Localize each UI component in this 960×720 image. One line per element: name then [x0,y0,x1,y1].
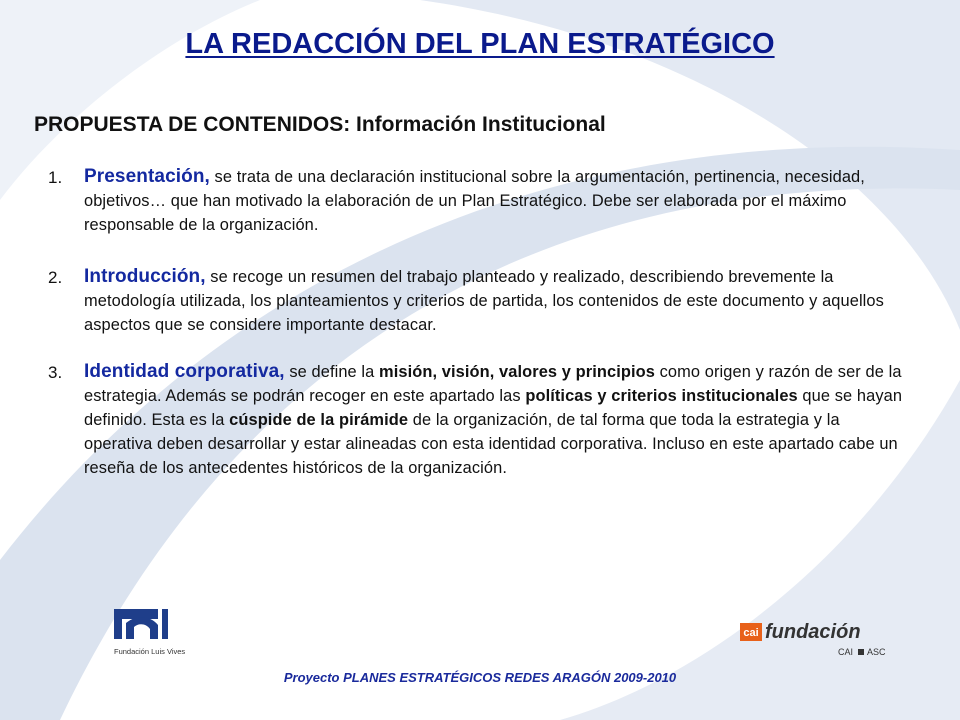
item-emphasis: políticas y criterios institucionales [525,387,798,405]
item-number: 1. [48,168,63,187]
item-number: 3. [48,363,63,382]
item-heading: Introducción, [84,266,206,287]
slide-subtitle: PROPUESTA DE CONTENIDOS: Información Institucional [34,113,606,136]
item-number: 2. [48,268,63,287]
svg-text:Fundación Luis Vives: Fundación Luis Vives [114,647,186,656]
svg-text:CAI: CAI [838,647,854,657]
item-text: que se hayan definido. Esta es la [84,387,903,429]
content-list [48,165,908,480]
item-text: se recoge un resumen del trabajo planteado y realizado, describiendo brevemente la metodología utilizada, los planteamientos y criterios de partida, los contenidos de este documento y aquellos aspectos que se considere importante destacar. [84,268,884,334]
luis-vives-logo [108,605,220,660]
fundacion-cai-asc-logo [740,620,888,660]
item-text: se define la [284,363,380,381]
item-text: como origen y razón de ser de la estrategia. Además se podrán recoger en este apartado las [84,363,902,405]
list-item-presentacion [48,165,908,237]
svg-text:fundación: fundación [765,621,861,643]
item-heading: Identidad corporativa, [84,361,285,382]
item-emphasis: cúspide de la pirámide [229,411,409,429]
footer-project-name: Proyecto PLANES ESTRATÉGICOS REDES ARAGÓN 2009-2010 [283,670,677,685]
list-item-identidad [48,360,908,480]
item-heading: Presentación, [84,166,210,187]
slide-title: LA REDACCIÓN DEL PLAN ESTRATÉGICO [185,28,775,60]
item-text: de la organización, de tal forma que toda la estrategia y la operativa deben desarrollar y estar alineadas con esta identidad corporativa. Incluso en este apartado cabe un reseña de los antecedentes históricos de la organización. [84,411,898,477]
svg-text:cai: cai [743,627,759,639]
item-text: se trata de una declaración institucional sobre la argumentación, pertinencia, necesidad, objetivos… que han motivado la elaboración de un Plan Estratégico. Debe ser elaborada por el máximo responsable de la organización. [84,168,865,234]
svg-text:ASC: ASC [867,647,886,657]
list-item-introduccion [48,265,908,337]
item-emphasis: misión, visión, valores y principios [379,363,655,381]
